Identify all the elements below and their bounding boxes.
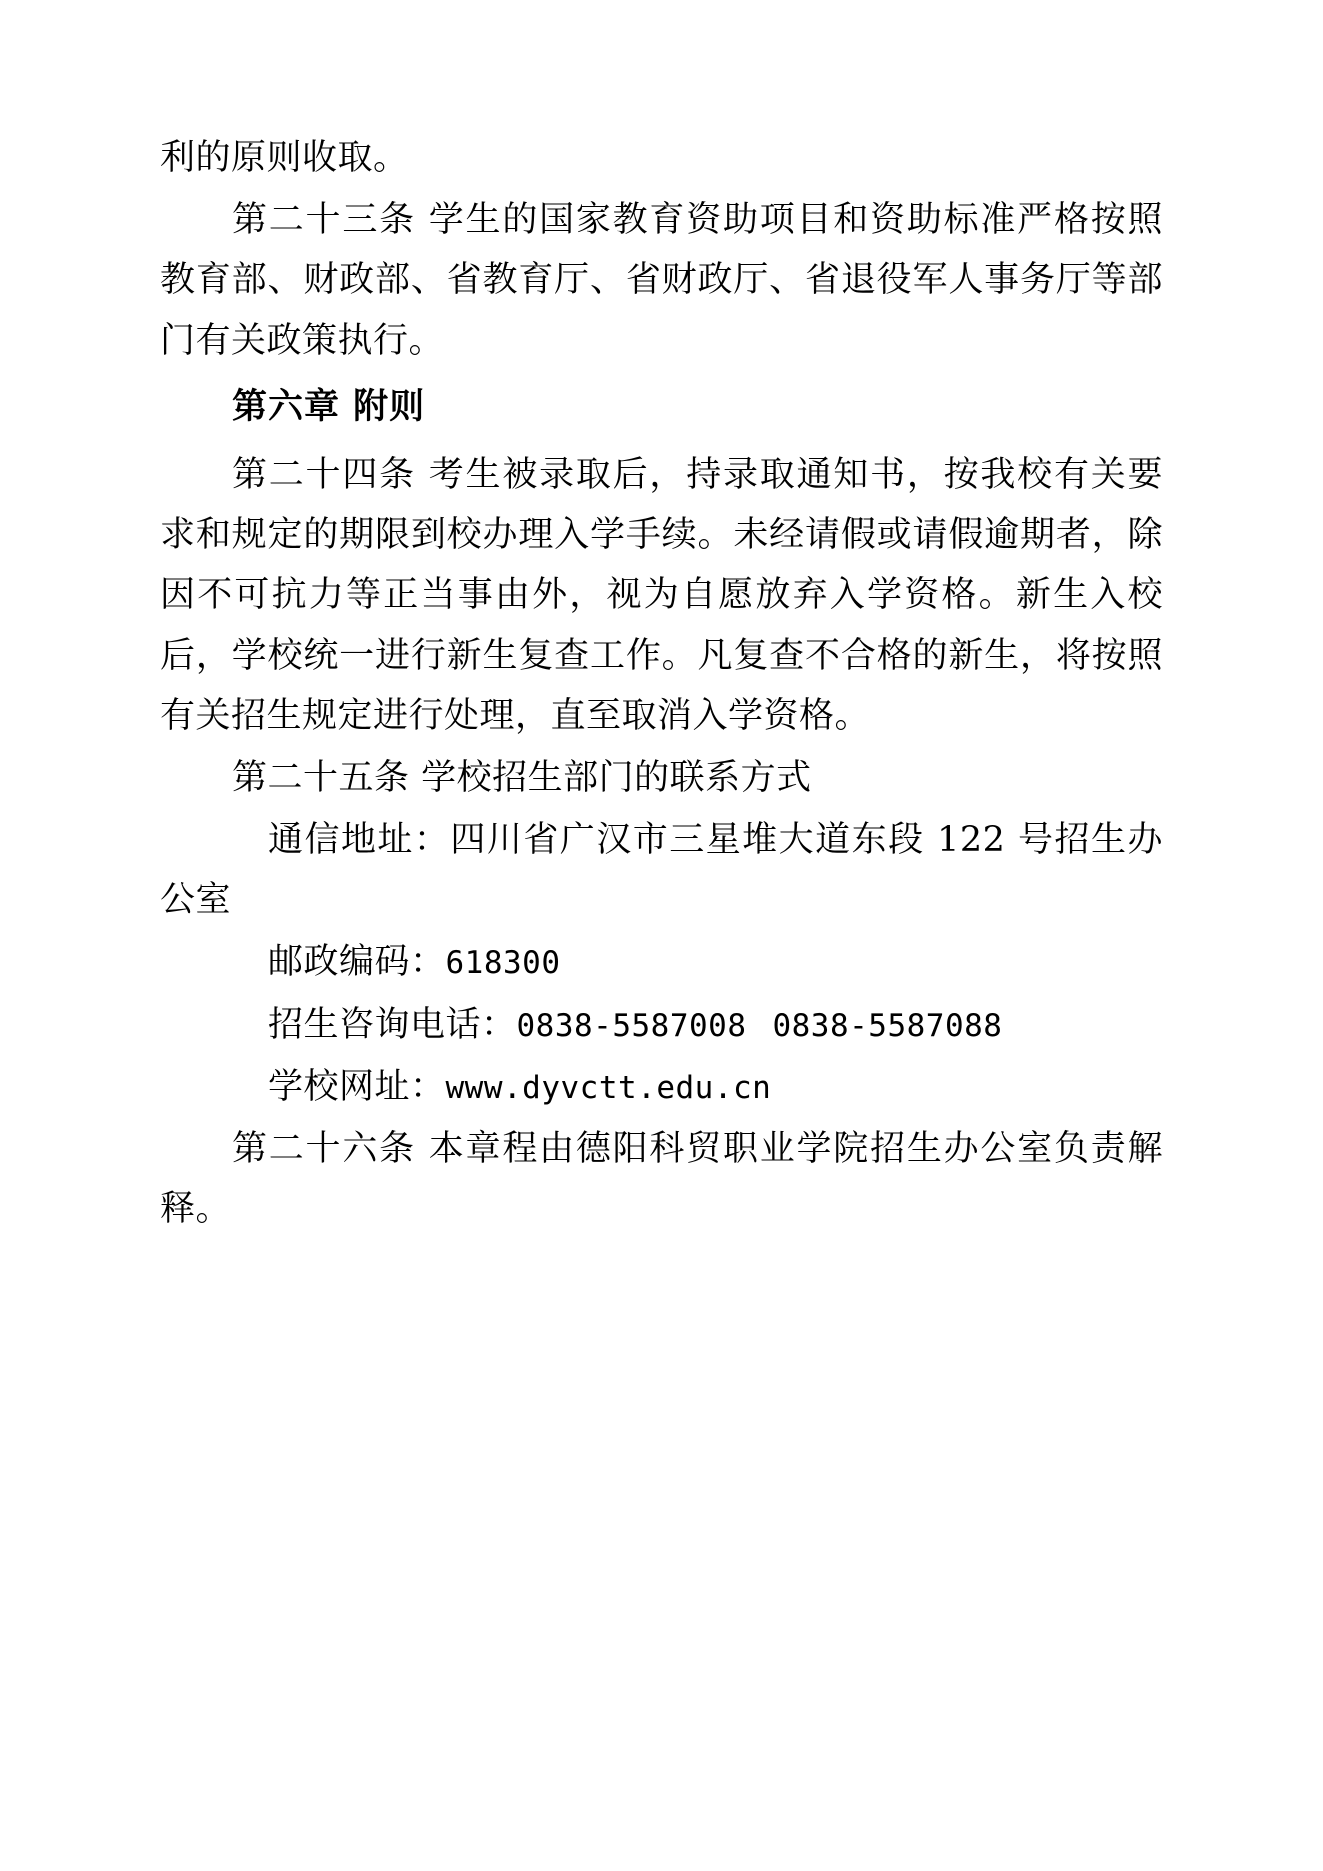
contact-phone-value-2: 0838-5587088 xyxy=(772,1007,1003,1044)
paragraph-article-24: 第二十四条 考生被录取后，持录取通知书，按我校有关要求和规定的期限到校办理入学手续。未经请假或请假逾期者，除因不可抗力等正当事由外，视为自愿放弃入学资格。新生入校后，学校统一进行新生复查工作。凡复查不合格的新生，将按照有关招生规定进行处理，直至取消入学资格。 xyxy=(160,454,1163,736)
contact-phone xyxy=(160,995,1163,1055)
paragraph-article-25: 第二十五条 学校招生部门的联系方式 xyxy=(232,757,812,798)
contact-address-label: 通信地址： xyxy=(268,820,451,861)
paragraph-article-23: 第二十三条 学生的国家教育资助项目和资助标准严格按照教育部、财政部、省教育厅、省财政厅、省退役军人事务厅等部门有关政策执行。 xyxy=(160,200,1163,361)
contact-phone-label: 招生咨询电话： xyxy=(268,1004,517,1045)
document-body xyxy=(160,128,1163,1239)
contact-website-value: www.dyvctt.edu.cn xyxy=(445,1069,772,1106)
contact-postcode xyxy=(160,932,1163,992)
contact-postcode-label: 邮政编码： xyxy=(268,942,446,983)
contact-address xyxy=(160,810,1163,930)
paragraph-fee-principle-continuation: 利的原则收取。 xyxy=(160,138,409,178)
contact-postcode-value: 618300 xyxy=(445,945,561,982)
contact-website xyxy=(160,1057,1163,1117)
contact-phone-value-1: 0838-5587008 xyxy=(516,1007,747,1044)
paragraph-article-26: 第二十六条 本章程由德阳科贸职业学院招生办公室负责解释。 xyxy=(160,1129,1163,1230)
heading-chapter-6: 第六章 附则 xyxy=(232,385,426,427)
contact-website-label: 学校网址： xyxy=(268,1066,446,1107)
contact-address-value: 四川省广汉市三星堆大道东段 122 号招生办公室 xyxy=(160,820,1163,921)
